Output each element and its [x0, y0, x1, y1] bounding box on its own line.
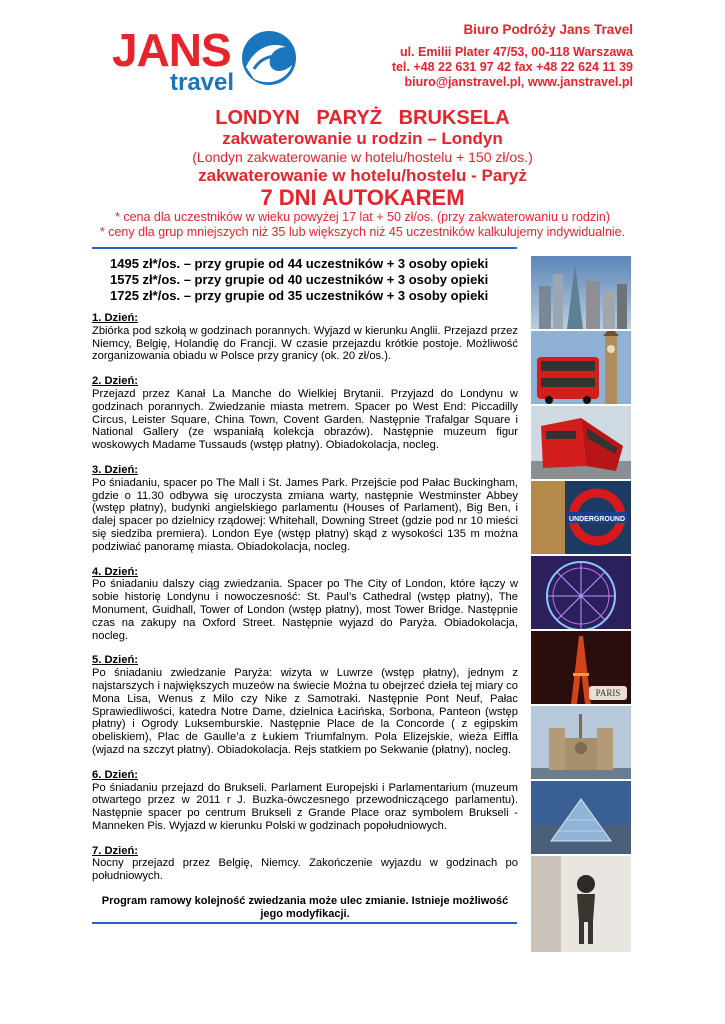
- day-text: Przejazd przez Kanał La Manche do Wielkiej Brytanii. Przyjazd do Londynu w godzinach porannych. Zwiedzanie miasta metrem. Spacer po West End: Piccadilly Circus, Leister Square, China Town, Covent Garden. Następnie Trafalgar Square i National Gallery (ze wspaniałą kolekcja obrazów). Następnie muzeum figur woskowych Madame Tussauds (wstęp płatny). Obiadokolacja, nocleg.: [92, 387, 518, 452]
- london-eye-photo: [531, 556, 631, 629]
- day-6: [92, 769, 518, 833]
- day-text: Po śniadaniu zwiedzanie Paryża: wizyta w Luwrze (wstęp płatny), jednym z najstarszych i największych muzeów na świecie Można tu obejrzeć dzieła tej miary co Mona Lisa, Wenus z Milo czy Nike z Samotraki. Następnie Pont Neuf, Pałac Sprawiedliwości, katedra Notre Dame, dzielnica Łacińska, Sorbona, Panteon (wstęp płatny) i Ogrody Luksemburskie. Następnie Place de la Concorde ( z egipskim obeliskiem), Plac de Gaulle’a z Łukiem Triumfalnym. Pola Elizejskie, wieża Eiffla (wjazd na szczyt płatny). Obiadokolacja. Rejs statkiem po Sekwanie (płatny), nocleg.: [92, 667, 518, 756]
- wave-icon: [240, 29, 298, 87]
- day-1: [92, 312, 518, 363]
- day-text: Po śniadaniu, spacer po The Mall i St. James Park. Przejście pod Pałac Buckingham, gdzie o 11.30 odbywa się uroczysta zmiana warty, następnie Westminster Abbey (wstęp płatny), budynki angielskiego parlamentu (Houses of Parlament), Big Ben, i dalej spacer po dzielnicy rządowej: Whitehall, Downing Street (gdzie pod nr 10 mieści się siedziba premiera). London Eye (wstęp płatny) skąd z wysokości 135 m można podziwiać panoramę miasta. Obiadokolacja, nocleg.: [92, 476, 518, 553]
- divider-top: [92, 247, 517, 249]
- price-row: 1725 zł*/os. – przy grupie od 35 uczestników + 3 osoby opieki: [110, 288, 489, 303]
- offer-footnote-group: * ceny dla grup mniejszych niż 35 lub większych niż 45 uczestników kalkulujemy indywidualnie.: [99, 225, 626, 239]
- day-heading: 2. Dzień:: [92, 375, 139, 388]
- offer-subtitle-london: zakwaterowanie u rodzin – Londyn: [222, 129, 503, 148]
- day-heading: 3. Dzień:: [92, 463, 139, 476]
- price-row: 1575 zł*/os. – przy grupie od 40 uczestników + 3 osoby opieki: [110, 272, 489, 287]
- offer-title-block: [60, 107, 665, 240]
- logo-brand: JANS: [112, 24, 231, 76]
- price-list: [110, 256, 488, 304]
- jans-travel-logo: [112, 24, 307, 97]
- price-row: 1495 zł*/os. – przy grupie od 44 uczestników + 3 osoby opieki: [110, 256, 489, 271]
- offer-title: LONDYN PARYŻ BRUKSELA: [215, 107, 510, 129]
- day-text: Nocny przejazd przez Belgię, Niemcy. Zakończenie wyjazdu w godzinach po południowych.: [92, 857, 518, 883]
- agency-name: Biuro Podróży Jans Travel: [463, 22, 633, 37]
- program-note: Program ramowy kolejność zwiedzania może ulec zmianie. Istnieje możliwość jego modyfikacji.: [101, 895, 509, 921]
- day-heading: 4. Dzień:: [92, 565, 139, 578]
- offer-hotel-surcharge: (Londyn zakwaterowanie w hotelu/hostelu + 150 zł/os.): [192, 149, 533, 165]
- day-heading: 5. Dzień:: [92, 654, 139, 667]
- offer-transport: 7 DNI AUTOKAREM: [260, 185, 465, 210]
- divider-bottom: [92, 922, 517, 924]
- svg-text:UNDERGROUND: UNDERGROUND: [569, 516, 625, 523]
- manneken-pis-photo: [531, 856, 631, 952]
- day-3: [92, 464, 518, 554]
- day-text: Po śniadaniu dalszy ciąg zwiedzania. Spacer po The City of London, które łączy w sobie historię Londynu i nowoczesność: St. Paul’s Cathedral (wstęp płatny), The Monument, Guidhall, Tower of London (wstęp płatny), most Tower Bridge. Następnie czas na zakupy na Oxford Street. Następnie wyjazd do Paryża. Obiadokolacja, nocleg.: [92, 578, 518, 642]
- day-5: [92, 654, 518, 756]
- logo-sub: travel: [170, 69, 235, 96]
- day-heading: 7. Dzień:: [92, 844, 139, 857]
- offer-footnote-age: * cena dla uczestników w wieku powyżej 17 lat + 50 zł/os. (przy zakwaterowaniu u rodzin): [114, 210, 611, 224]
- red-bus-big-ben-photo: [531, 331, 631, 404]
- bent-red-bus-photo: [531, 406, 631, 479]
- london-skyline-photo: [531, 256, 631, 329]
- agency-address: ul. Emilii Plater 47/53, 00-118 Warszawa: [400, 45, 633, 59]
- offer-subtitle-paris: zakwaterowanie w hotelu/hostelu - Paryż: [198, 166, 527, 185]
- agency-web[interactable]: biuro@janstravel.pl, www.janstravel.pl: [404, 75, 633, 89]
- day-heading: 1. Dzień:: [92, 312, 139, 324]
- day-7: [92, 845, 518, 883]
- notre-dame-photo: [531, 706, 631, 779]
- agency-info: [392, 22, 633, 90]
- day-text: Zbiórka pod szkołą w godzinach porannych. Wyjazd w kierunku Anglii. Przejazd przez Niemcy, Belgię, Holandię do Francji. W czasie przejazdu krótkie postoje. Możliwość zorganizowania obiadu w Polsce przy granicy (ok. 20 zł/os.).: [92, 324, 518, 363]
- itinerary: [92, 312, 518, 921]
- day-text: Po śniadaniu przejazd do Brukseli. Parlament Europejski i Parlamentarium (muzeum otwartego przez w 2011 r J. Buzka-ówczesnego przewodniczącego parlamentu). Następnie spacer po centrum Brukseli z Grande Place oraz symbolem Brukseli - Manneken Pis. Wyjazd w kierunku Polski w godzinach popołudniowych.: [92, 781, 518, 832]
- louvre-pyramid-photo: [531, 781, 631, 854]
- photo-column: [531, 256, 631, 954]
- eiffel-tower-photo: [531, 631, 631, 704]
- day-2: [92, 375, 518, 452]
- underground-sign-photo: [531, 481, 631, 554]
- day-4: [92, 566, 518, 643]
- svg-text:PARIS: PARIS: [595, 688, 621, 698]
- day-heading: 6. Dzień:: [92, 768, 139, 781]
- agency-phone: tel. +48 22 631 97 42 fax +48 22 624 11 39: [391, 60, 633, 74]
